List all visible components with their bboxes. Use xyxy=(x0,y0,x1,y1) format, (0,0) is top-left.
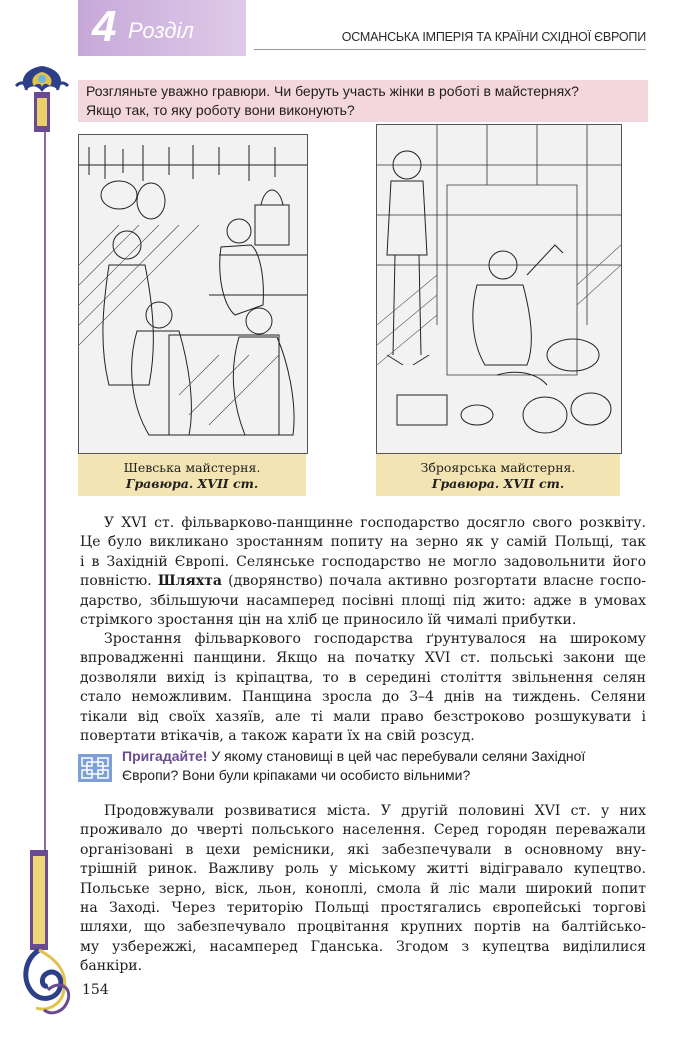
text-line: впровадженні панщини. Якщо на початку XVI ст. польські закони ще xyxy=(80,650,646,667)
remember-line: Європи? Вони були кріпаками чи особисто вільними? xyxy=(122,767,471,783)
text-line: банкіри. xyxy=(80,958,143,975)
question-line: Розгляньте уважно гравюри. Чи беруть участь жінки в роботі в майстернях? xyxy=(86,83,579,99)
paragraph-3 xyxy=(80,802,646,977)
engraving-armourer xyxy=(376,124,622,454)
caption-subtitle: Гравюра. XVII ст. xyxy=(125,476,259,491)
paragraph-1 xyxy=(80,514,646,630)
text-line xyxy=(80,572,646,591)
question-line: Якщо так, то яку роботу вони виконують? xyxy=(86,102,355,118)
remember-icon xyxy=(78,754,112,782)
remember-box xyxy=(122,747,648,785)
chapter-number: 4 xyxy=(92,2,117,51)
page-number: 154 xyxy=(82,982,109,998)
margin-line xyxy=(44,130,46,850)
remember-text: У якому становищі в цей час перебували селяни Західної xyxy=(211,748,586,764)
term-shlyakhta: Шляхта xyxy=(157,573,222,590)
ornament-bottom-icon xyxy=(18,840,78,1020)
ornament-top-icon xyxy=(12,62,72,134)
text-line: організовані в цехи ремісники, які забезпечували в основному вну- xyxy=(80,841,646,858)
text-line: Польське зерно, віск, льон, коноплі, смола й ліс мали широкий попит xyxy=(80,880,646,897)
chapter-label: Розділ xyxy=(128,18,194,43)
caption-armourer xyxy=(376,454,620,496)
text-line: Це було викликано зростанням попиту на зерно як у самій Польщі, так xyxy=(80,534,646,551)
text-line: дарство, збільшуючи насамперед посівні площі під жито: адже в умовах xyxy=(80,592,646,609)
text-fragment: (дворянство) почала активно розгортати власне госпо- xyxy=(228,573,647,590)
question-box xyxy=(78,80,648,122)
text-line: проживало до чверті польського населення. Серед городян переважали xyxy=(80,822,646,839)
header-rule xyxy=(254,49,646,50)
caption-subtitle: Гравюра. XVII ст. xyxy=(431,476,565,491)
text-fragment: повністю. xyxy=(80,573,152,590)
paragraph-2 xyxy=(80,630,646,746)
text-line: У XVI ст. фільварково-панщинне господарство досягло свого розквіту. xyxy=(104,515,646,531)
text-line: стало неможливим. Панщина зросла до 3–4 днів на тиждень. Селяни xyxy=(80,689,646,706)
text-line: на Заході. Через територію Польщі простягались європейські торгові xyxy=(80,900,646,917)
engraving-shoemaker xyxy=(78,134,308,454)
text-line: дозволяли вихід із кріпацтва, то в середині століття звільнення селян xyxy=(80,669,646,686)
text-line: тікали від своїх хазяїв, але ті мали право безстроково розшукувати і xyxy=(80,708,646,725)
caption-title: Зброярська майстерня. xyxy=(420,460,576,475)
text-line: шляхи, що забезпечувало процвітання крупних портів на балтійсько- xyxy=(80,919,646,936)
caption-title: Шевська майстерня. xyxy=(123,460,261,475)
text-line: му узбережжі, насамперед Гданська. Згодом з купецтва виділилися xyxy=(80,938,646,955)
text-line: Зростання фільваркового господарства ґрунтувалося на широкому xyxy=(104,631,646,647)
text-line: повертати втікачів, а також карати їх на свій розсуд. xyxy=(80,728,475,745)
remember-keyword: Пригадайте! xyxy=(122,748,208,764)
caption-shoemaker xyxy=(78,454,306,496)
text-line: і в Західній Європі. Селянське господарство не могло задовольнити його xyxy=(80,553,646,570)
text-line: стрімкого зростання цін на хліб це приносило їй чималі прибутки. xyxy=(80,612,577,629)
running-title: ОСМАНСЬКА ІМПЕРІЯ ТА КРАЇНИ СХІДНОЇ ЄВРОПИ xyxy=(341,30,646,44)
text-line: трішній ринок. Важливу роль у міському житті відігравало купецтво. xyxy=(80,861,646,878)
remember-line xyxy=(122,747,648,766)
text-line: Продовжували розвиватися міста. У другій половині XVI ст. у них xyxy=(104,803,646,819)
